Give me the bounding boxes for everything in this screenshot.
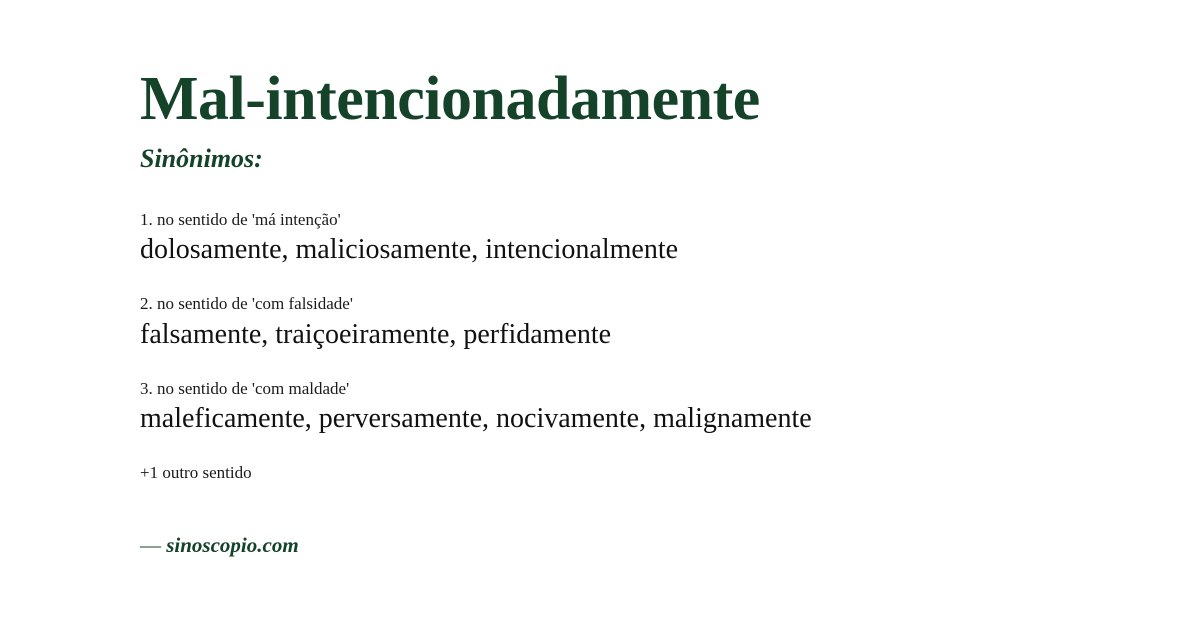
list-item [140, 294, 1100, 351]
source-name: sinoscopio.com [166, 533, 299, 558]
page-title: Mal-intencionadamente [140, 65, 760, 133]
source-attribution [140, 533, 1100, 558]
sense-label: 1. no sentido de 'má intenção' [140, 210, 341, 229]
sense-synonyms: dolosamente, maliciosamente, intencionalmente [140, 234, 679, 266]
senses-list [140, 210, 1100, 436]
em-dash: — [140, 533, 161, 558]
synonyms-subtitle: Sinônimos: [140, 144, 263, 173]
sense-label: 2. no sentido de 'com falsidade' [140, 294, 353, 314]
sense-label: 3. no sentido de 'com maldade' [140, 378, 350, 398]
list-item [140, 379, 1100, 436]
list-item [140, 210, 1100, 267]
more-senses-note: +1 outro sentido [140, 463, 252, 483]
sense-synonyms: maleficamente, perversamente, nocivamente, malignamente [140, 403, 812, 435]
sense-synonyms: falsamente, traiçoeiramente, perfidamente [140, 318, 612, 350]
